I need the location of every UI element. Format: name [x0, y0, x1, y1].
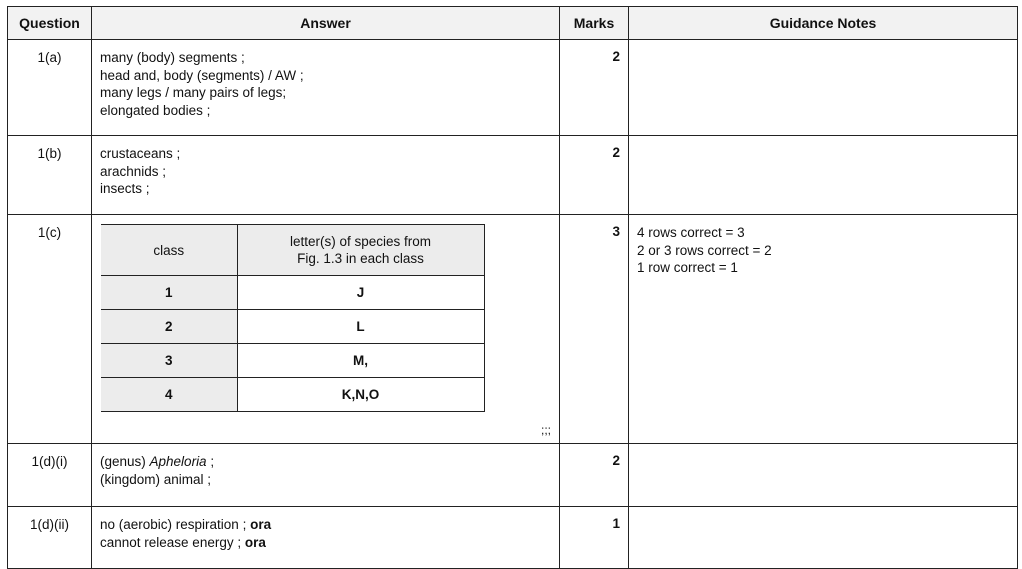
- mark-scheme-table: [7, 6, 1018, 569]
- genus-name: Apheloria: [149, 454, 207, 469]
- ora-label: ora: [244, 534, 266, 550]
- guidance-cell: [629, 215, 1018, 444]
- guidance-cell: [629, 507, 1018, 569]
- table-row: [8, 40, 1018, 136]
- answer-line: [100, 534, 559, 552]
- answer-text: (genus): [100, 454, 150, 469]
- marks-value: 2: [560, 40, 629, 136]
- inner-row: [101, 310, 484, 344]
- inner-row: [101, 344, 484, 378]
- guidance-cell: [629, 444, 1018, 507]
- answer-text: ;: [206, 454, 215, 469]
- guidance-line: 4 rows correct = 3: [637, 225, 745, 240]
- question-number: 1(b): [8, 136, 92, 215]
- table-row: [8, 215, 1018, 444]
- answer-text: cannot release energy ;: [100, 534, 245, 550]
- answer-line: many legs / many pairs of legs;: [100, 85, 287, 100]
- question-number: 1(a): [8, 40, 92, 136]
- guidance-cell: [629, 136, 1018, 215]
- class-number: 3: [101, 344, 237, 378]
- marks-value: 2: [560, 444, 629, 507]
- guidance-cell: [629, 40, 1018, 136]
- answer-cell: [92, 40, 560, 136]
- answer-cell: [92, 215, 560, 444]
- header-question: Question: [8, 7, 92, 40]
- answer-line: [100, 453, 559, 471]
- marks-value: 1: [560, 507, 629, 569]
- answer-line: crustaceans ;: [100, 146, 181, 161]
- inner-header-class: class: [101, 225, 237, 276]
- table-row: [8, 444, 1018, 507]
- guidance-line: 2 or 3 rows correct = 2: [637, 242, 772, 258]
- header-row: [8, 7, 1018, 40]
- inner-row: [101, 276, 484, 310]
- answer-line: insects ;: [100, 181, 150, 196]
- answer-line: arachnids ;: [100, 163, 167, 179]
- marks-value: 2: [560, 136, 629, 215]
- class-number: 1: [101, 276, 237, 310]
- question-number: 1(d)(i): [8, 444, 92, 507]
- answer-cell: [92, 444, 560, 507]
- class-number: 4: [101, 378, 237, 412]
- answer-cell: [92, 507, 560, 569]
- classification-table: [101, 224, 485, 412]
- class-number: 2: [101, 310, 237, 344]
- answer-line: many (body) segments ;: [100, 50, 245, 65]
- inner-header-row: [101, 225, 484, 276]
- species-letters: M,: [237, 344, 484, 378]
- ora-label: ora: [250, 517, 272, 532]
- header-answer: Answer: [92, 7, 560, 40]
- guidance-line: 1 row correct = 1: [637, 260, 738, 275]
- inner-header-line: Fig. 1.3 in each class: [297, 251, 424, 266]
- answer-cell: [92, 136, 560, 215]
- species-letters: K,N,O: [237, 378, 484, 412]
- answer-line: (kingdom) animal ;: [100, 471, 212, 487]
- inner-header-letters: [237, 225, 484, 276]
- answer-line: elongated bodies ;: [100, 102, 211, 118]
- question-number: 1(c): [8, 215, 92, 444]
- question-number: 1(d)(ii): [8, 507, 92, 569]
- species-letters: J: [237, 276, 484, 310]
- inner-row: [101, 378, 484, 412]
- table-row: [8, 136, 1018, 215]
- answer-line: [100, 516, 559, 534]
- species-letters: L: [237, 310, 484, 344]
- inner-header-line: letter(s) of species from: [289, 234, 432, 249]
- answer-line: head and, body (segments) / AW ;: [100, 67, 304, 83]
- header-marks: Marks: [560, 7, 629, 40]
- answer-text: no (aerobic) respiration ;: [100, 517, 251, 532]
- table-row: [8, 507, 1018, 569]
- marks-value: 3: [560, 215, 629, 444]
- header-guidance: Guidance Notes: [629, 7, 1018, 40]
- mark-semicolons: ;;;: [540, 423, 551, 437]
